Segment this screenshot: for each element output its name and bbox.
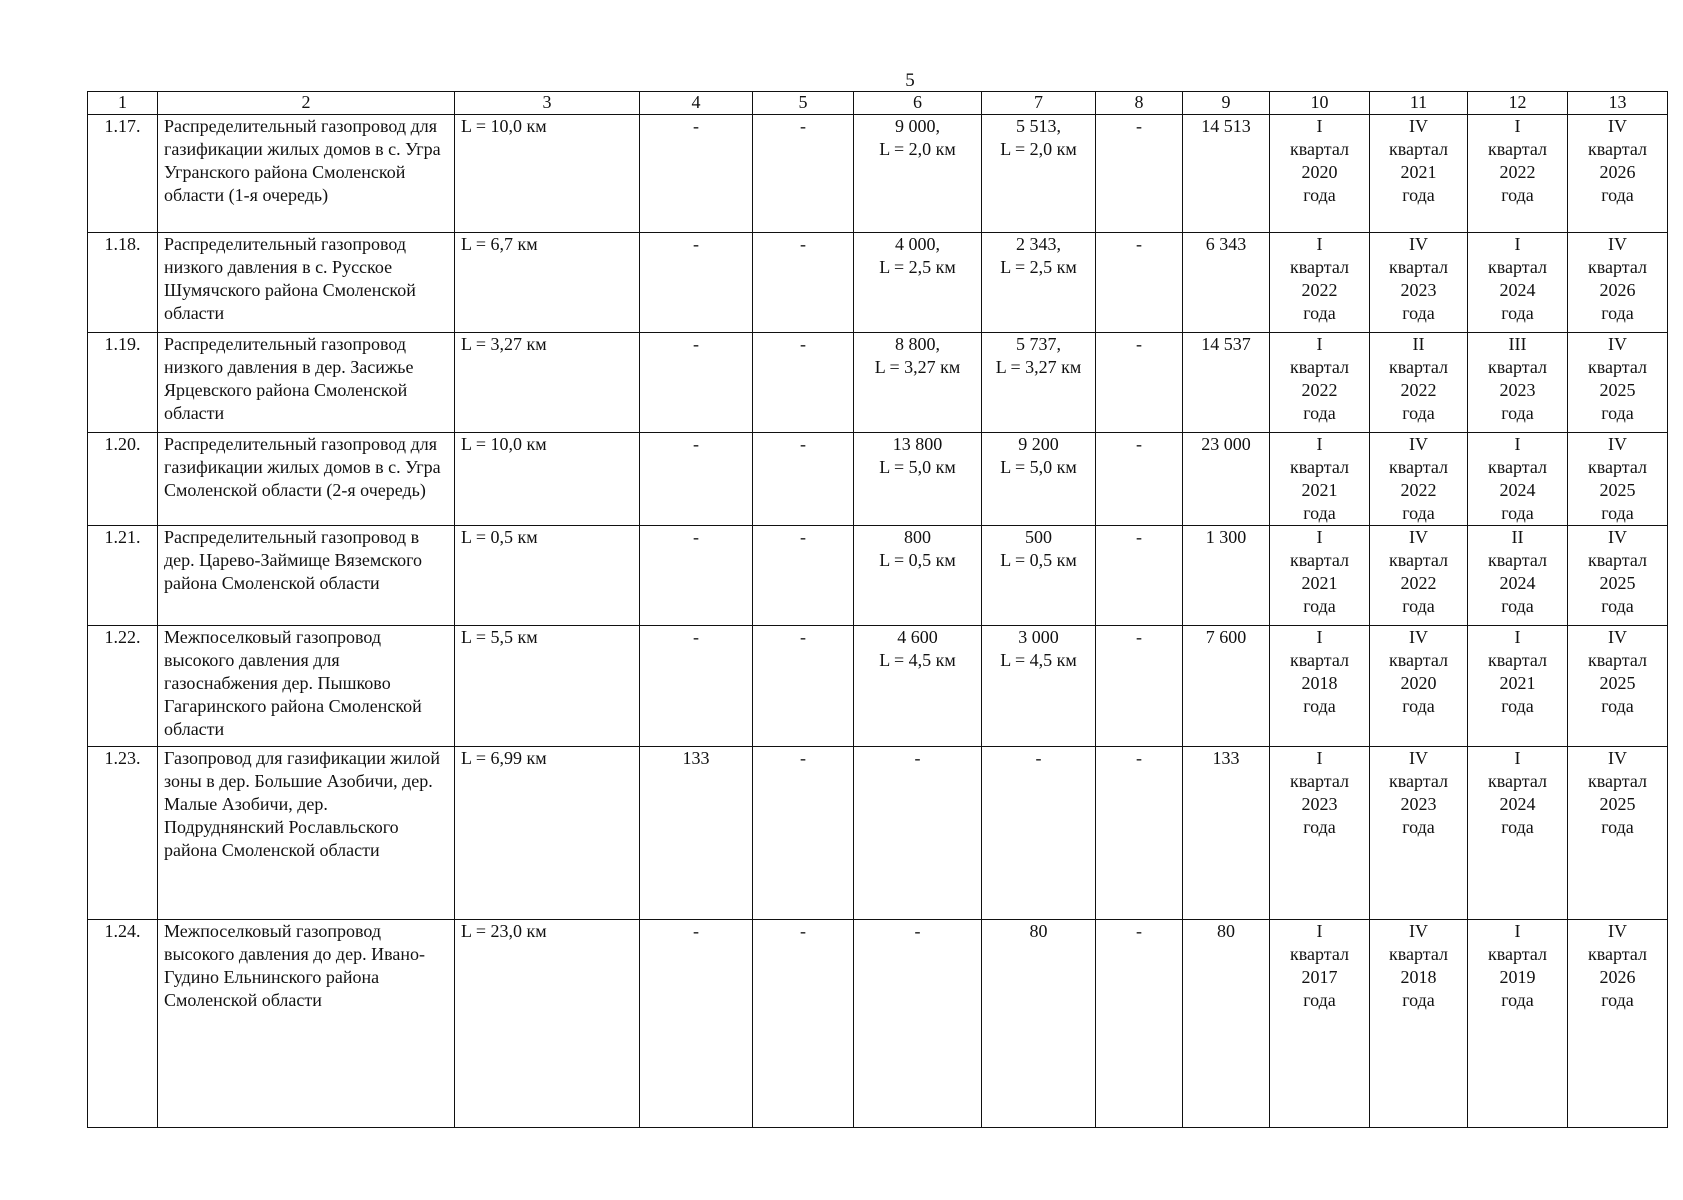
investment-table: [87, 91, 1668, 1128]
cell-col6: [854, 920, 982, 1128]
cell-col6: [854, 747, 982, 920]
quarter-q10: [1270, 626, 1370, 747]
quarter-q11: [1370, 333, 1468, 433]
cell-col6: [854, 233, 982, 333]
quarter-line: 2021: [1499, 673, 1536, 693]
quarter-line: года: [1501, 503, 1534, 523]
quarter-q10: [1270, 233, 1370, 333]
cell-col5: -: [753, 526, 854, 626]
cell-col8: -: [1096, 626, 1183, 747]
col6-value: -: [914, 748, 921, 768]
quarter-line: IV: [1608, 921, 1627, 941]
quarter-line: квартал: [1488, 771, 1547, 791]
quarter-line: года: [1601, 990, 1634, 1010]
col6-length: L = 5,0 км: [879, 457, 956, 477]
page-number: 5: [905, 70, 915, 91]
quarter-line: 2021: [1301, 573, 1338, 593]
quarter-q12: [1468, 747, 1568, 920]
quarter-line: 2019: [1499, 967, 1536, 987]
column-header: 9: [1183, 92, 1270, 115]
quarter-q11: [1370, 747, 1468, 920]
row-number: 1.24.: [88, 920, 158, 1128]
quarter-line: 2017: [1301, 967, 1338, 987]
cell-col5: -: [753, 920, 854, 1128]
quarter-line: 2025: [1599, 673, 1636, 693]
cell-col4: -: [640, 920, 753, 1128]
cell-col4: -: [640, 526, 753, 626]
col6-value: 13 800: [892, 434, 943, 454]
quarter-line: 2023: [1400, 794, 1437, 814]
cell-col6: [854, 115, 982, 233]
col6-length: L = 3,27 км: [874, 357, 961, 377]
quarter-q11: [1370, 920, 1468, 1128]
quarter-line: 2020: [1400, 673, 1437, 693]
cell-col7: [982, 115, 1096, 233]
cell-col5: -: [753, 626, 854, 747]
quarter-line: I: [1316, 527, 1323, 547]
column-header: 1: [88, 92, 158, 115]
col7-length: L = 3,27 км: [995, 357, 1082, 377]
quarter-q10: [1270, 526, 1370, 626]
quarter-line: 2025: [1599, 573, 1636, 593]
quarter-q11: [1370, 233, 1468, 333]
row-number: 1.20.: [88, 433, 158, 526]
column-header: 2: [158, 92, 455, 115]
col7-length: L = 2,5 км: [1000, 257, 1077, 277]
col7-length: L = 4,5 км: [1000, 650, 1077, 670]
quarter-q12: [1468, 433, 1568, 526]
quarter-line: 2022: [1400, 480, 1437, 500]
quarter-line: 2022: [1400, 573, 1437, 593]
quarter-q10: [1270, 115, 1370, 233]
pipeline-length: L = 10,0 км: [455, 115, 640, 233]
quarter-line: квартал: [1290, 457, 1349, 477]
col7-value: 9 200: [1018, 434, 1059, 454]
column-header: 6: [854, 92, 982, 115]
quarter-line: IV: [1409, 116, 1428, 136]
object-name: Распределительный газопровод для газификации жилых домов в с. Угра Смоленской области (2-я очередь): [158, 433, 455, 526]
quarter-line: 2026: [1599, 280, 1636, 300]
row-number: 1.19.: [88, 333, 158, 433]
row-number: 1.18.: [88, 233, 158, 333]
col6-value: 9 000,: [895, 116, 940, 136]
quarter-line: IV: [1608, 116, 1627, 136]
quarter-line: года: [1303, 403, 1336, 423]
quarter-line: года: [1402, 696, 1435, 716]
quarter-line: года: [1303, 696, 1336, 716]
quarter-line: 2024: [1499, 794, 1536, 814]
quarter-line: года: [1501, 990, 1534, 1010]
quarter-line: II: [1511, 527, 1524, 547]
col7-value: -: [1035, 748, 1042, 768]
column-header: 3: [455, 92, 640, 115]
cell-col9: 14 513: [1183, 115, 1270, 233]
quarter-line: I: [1316, 116, 1323, 136]
quarter-q13: [1568, 233, 1668, 333]
quarter-line: 2024: [1499, 280, 1536, 300]
cell-col8: -: [1096, 333, 1183, 433]
quarter-line: I: [1514, 748, 1521, 768]
quarter-line: I: [1514, 434, 1521, 454]
quarter-line: IV: [1409, 627, 1428, 647]
table-row: [88, 333, 1668, 433]
quarter-line: года: [1402, 596, 1435, 616]
quarter-line: квартал: [1389, 944, 1448, 964]
pipeline-length: L = 6,7 км: [455, 233, 640, 333]
quarter-line: 2025: [1599, 794, 1636, 814]
quarter-line: I: [1514, 627, 1521, 647]
object-name: Распределительный газопровод низкого давления в дер. Засижье Ярцевского района Смоленской области: [158, 333, 455, 433]
quarter-line: года: [1501, 403, 1534, 423]
cell-col7: [982, 920, 1096, 1128]
cell-col5: -: [753, 747, 854, 920]
quarter-line: квартал: [1290, 357, 1349, 377]
quarter-line: 2026: [1599, 162, 1636, 182]
row-number: 1.23.: [88, 747, 158, 920]
cell-col7: [982, 626, 1096, 747]
cell-col5: -: [753, 333, 854, 433]
table-row: [88, 526, 1668, 626]
quarter-line: I: [1316, 234, 1323, 254]
pipeline-length: L = 5,5 км: [455, 626, 640, 747]
quarter-line: IV: [1409, 527, 1428, 547]
quarter-line: квартал: [1488, 139, 1547, 159]
quarter-line: года: [1601, 503, 1634, 523]
cell-col7: [982, 526, 1096, 626]
quarter-line: квартал: [1588, 771, 1647, 791]
quarter-line: квартал: [1290, 139, 1349, 159]
col6-length: L = 0,5 км: [879, 550, 956, 570]
quarter-line: года: [1402, 403, 1435, 423]
cell-col8: -: [1096, 233, 1183, 333]
col7-value: 80: [1029, 921, 1048, 941]
col7-value: 5 513,: [1016, 116, 1061, 136]
quarter-q10: [1270, 333, 1370, 433]
quarter-line: квартал: [1488, 650, 1547, 670]
quarter-line: квартал: [1488, 457, 1547, 477]
cell-col5: -: [753, 433, 854, 526]
cell-col8: -: [1096, 920, 1183, 1128]
quarter-q13: [1568, 747, 1668, 920]
cell-col9: 80: [1183, 920, 1270, 1128]
quarter-line: квартал: [1588, 357, 1647, 377]
quarter-line: года: [1402, 303, 1435, 323]
quarter-line: 2021: [1301, 480, 1338, 500]
col6-length: L = 2,0 км: [879, 139, 956, 159]
quarter-line: квартал: [1389, 550, 1448, 570]
pipeline-length: L = 10,0 км: [455, 433, 640, 526]
col7-length: L = 5,0 км: [1000, 457, 1077, 477]
quarter-line: квартал: [1290, 550, 1349, 570]
cell-col7: [982, 233, 1096, 333]
quarter-line: IV: [1608, 234, 1627, 254]
col7-value: 3 000: [1018, 627, 1059, 647]
table-row: [88, 115, 1668, 233]
column-header: 12: [1468, 92, 1568, 115]
col7-value: 2 343,: [1016, 234, 1061, 254]
col6-value: 800: [904, 527, 931, 547]
quarter-q12: [1468, 333, 1568, 433]
quarter-q10: [1270, 747, 1370, 920]
quarter-line: года: [1402, 990, 1435, 1010]
quarter-line: IV: [1409, 434, 1428, 454]
quarter-line: 2023: [1499, 380, 1536, 400]
quarter-q10: [1270, 920, 1370, 1128]
table-row: [88, 626, 1668, 747]
col6-value: 8 800,: [895, 334, 940, 354]
table-row: [88, 920, 1668, 1128]
pipeline-length: L = 6,99 км: [455, 747, 640, 920]
col7-length: L = 2,0 км: [1000, 139, 1077, 159]
quarter-line: квартал: [1588, 257, 1647, 277]
quarter-line: года: [1601, 403, 1634, 423]
column-header: 10: [1270, 92, 1370, 115]
quarter-line: I: [1316, 627, 1323, 647]
quarter-line: I: [1316, 921, 1323, 941]
quarter-line: квартал: [1290, 257, 1349, 277]
cell-col4: -: [640, 115, 753, 233]
quarter-line: 2026: [1599, 967, 1636, 987]
quarter-line: 2022: [1400, 380, 1437, 400]
column-header: 8: [1096, 92, 1183, 115]
quarter-line: года: [1501, 596, 1534, 616]
quarter-line: квартал: [1588, 944, 1647, 964]
cell-col5: -: [753, 233, 854, 333]
col6-value: -: [914, 921, 921, 941]
quarter-line: года: [1501, 185, 1534, 205]
quarter-line: квартал: [1290, 944, 1349, 964]
cell-col9: 133: [1183, 747, 1270, 920]
cell-col8: -: [1096, 433, 1183, 526]
quarter-line: квартал: [1389, 257, 1448, 277]
quarter-line: квартал: [1389, 771, 1448, 791]
table-row: [88, 747, 1668, 920]
cell-col9: 7 600: [1183, 626, 1270, 747]
col6-value: 4 000,: [895, 234, 940, 254]
quarter-line: года: [1601, 696, 1634, 716]
quarter-line: 2018: [1400, 967, 1437, 987]
quarter-line: II: [1412, 334, 1425, 354]
col7-value: 500: [1025, 527, 1052, 547]
quarter-line: IV: [1409, 748, 1428, 768]
quarter-line: квартал: [1389, 457, 1448, 477]
cell-col6: [854, 433, 982, 526]
cell-col6: [854, 526, 982, 626]
quarter-line: года: [1402, 817, 1435, 837]
quarter-line: квартал: [1488, 257, 1547, 277]
cell-col4: -: [640, 233, 753, 333]
cell-col9: 1 300: [1183, 526, 1270, 626]
object-name: Распределительный газопровод в дер. Царево-Займище Вяземского района Смоленской области: [158, 526, 455, 626]
quarter-q10: [1270, 433, 1370, 526]
quarter-line: 2021: [1400, 162, 1437, 182]
cell-col4: -: [640, 433, 753, 526]
quarter-line: IV: [1608, 527, 1627, 547]
quarter-line: года: [1501, 696, 1534, 716]
quarter-line: квартал: [1588, 139, 1647, 159]
quarter-line: IV: [1608, 627, 1627, 647]
quarter-line: 2022: [1301, 280, 1338, 300]
row-number: 1.22.: [88, 626, 158, 747]
quarter-line: 2024: [1499, 480, 1536, 500]
quarter-line: квартал: [1588, 550, 1647, 570]
cell-col8: -: [1096, 526, 1183, 626]
quarter-q11: [1370, 433, 1468, 526]
quarter-q12: [1468, 233, 1568, 333]
object-name: Распределительный газопровод низкого давления в с. Русское Шумячского района Смоленской области: [158, 233, 455, 333]
quarter-line: года: [1303, 303, 1336, 323]
quarter-line: квартал: [1290, 771, 1349, 791]
quarter-line: I: [1514, 234, 1521, 254]
col7-length: L = 0,5 км: [1000, 550, 1077, 570]
cell-col5: -: [753, 115, 854, 233]
cell-col7: [982, 333, 1096, 433]
cell-col7: [982, 433, 1096, 526]
quarter-line: года: [1303, 817, 1336, 837]
quarter-q12: [1468, 626, 1568, 747]
quarter-line: 2023: [1301, 794, 1338, 814]
pipeline-length: L = 3,27 км: [455, 333, 640, 433]
quarter-line: квартал: [1290, 650, 1349, 670]
cell-col9: 14 537: [1183, 333, 1270, 433]
quarter-line: года: [1601, 185, 1634, 205]
quarter-line: квартал: [1389, 139, 1448, 159]
quarter-q13: [1568, 626, 1668, 747]
quarter-q12: [1468, 920, 1568, 1128]
quarter-line: IV: [1409, 234, 1428, 254]
quarter-line: IV: [1409, 921, 1428, 941]
quarter-line: квартал: [1588, 650, 1647, 670]
quarter-q13: [1568, 115, 1668, 233]
quarter-line: квартал: [1389, 650, 1448, 670]
col6-value: 4 600: [897, 627, 938, 647]
quarter-line: года: [1402, 185, 1435, 205]
quarter-line: 2022: [1499, 162, 1536, 182]
quarter-line: года: [1601, 303, 1634, 323]
cell-col8: -: [1096, 747, 1183, 920]
quarter-q13: [1568, 526, 1668, 626]
column-header: 7: [982, 92, 1096, 115]
quarter-q13: [1568, 433, 1668, 526]
pipeline-length: L = 0,5 км: [455, 526, 640, 626]
quarter-line: 2023: [1400, 280, 1437, 300]
cell-col8: -: [1096, 115, 1183, 233]
quarter-line: I: [1316, 334, 1323, 354]
quarter-q13: [1568, 333, 1668, 433]
object-name: Межпоселковый газопровод высокого давления для газоснабжения дер. Пышково Гагаринского района Смоленской области: [158, 626, 455, 747]
table-row: [88, 233, 1668, 333]
object-name: Распределительный газопровод для газификации жилых домов в с. Угра Угранского района Смоленской области (1-я очередь): [158, 115, 455, 233]
cell-col6: [854, 626, 982, 747]
quarter-line: IV: [1608, 748, 1627, 768]
cell-col4: 133: [640, 747, 753, 920]
quarter-line: IV: [1608, 334, 1627, 354]
row-number: 1.21.: [88, 526, 158, 626]
table-row: [88, 433, 1668, 526]
quarter-line: года: [1303, 185, 1336, 205]
col6-length: L = 2,5 км: [879, 257, 956, 277]
pipeline-length: L = 23,0 км: [455, 920, 640, 1128]
column-header: 4: [640, 92, 753, 115]
quarter-line: I: [1316, 748, 1323, 768]
quarter-q11: [1370, 526, 1468, 626]
quarter-line: III: [1508, 334, 1527, 354]
quarter-line: I: [1514, 921, 1521, 941]
quarter-line: 2024: [1499, 573, 1536, 593]
quarter-line: года: [1402, 503, 1435, 523]
quarter-q11: [1370, 115, 1468, 233]
col6-length: L = 4,5 км: [879, 650, 956, 670]
quarter-line: года: [1501, 303, 1534, 323]
quarter-line: года: [1303, 990, 1336, 1010]
object-name: Межпоселковый газопровод высокого давления до дер. Ивано-Гудино Ельнинского района Смоленской области: [158, 920, 455, 1128]
quarter-line: года: [1303, 503, 1336, 523]
quarter-line: квартал: [1488, 944, 1547, 964]
quarter-line: квартал: [1488, 357, 1547, 377]
quarter-line: года: [1501, 817, 1534, 837]
cell-col9: 23 000: [1183, 433, 1270, 526]
quarter-q12: [1468, 526, 1568, 626]
column-header: 11: [1370, 92, 1468, 115]
cell-col6: [854, 333, 982, 433]
quarter-line: 2022: [1301, 380, 1338, 400]
quarter-line: квартал: [1389, 357, 1448, 377]
quarter-line: 2020: [1301, 162, 1338, 182]
quarter-line: IV: [1608, 434, 1627, 454]
object-name: Газопровод для газификации жилой зоны в дер. Большие Азобичи, дер. Малые Азобичи, дер. Подруднянский Рославльского района Смоленской области: [158, 747, 455, 920]
quarter-line: года: [1303, 596, 1336, 616]
quarter-line: 2018: [1301, 673, 1338, 693]
cell-col4: -: [640, 626, 753, 747]
quarter-line: 2025: [1599, 380, 1636, 400]
col7-value: 5 737,: [1016, 334, 1061, 354]
quarter-line: I: [1514, 116, 1521, 136]
cell-col4: -: [640, 333, 753, 433]
column-header: 13: [1568, 92, 1668, 115]
quarter-q11: [1370, 626, 1468, 747]
column-header: 5: [753, 92, 854, 115]
quarter-line: квартал: [1588, 457, 1647, 477]
quarter-q13: [1568, 920, 1668, 1128]
quarter-line: I: [1316, 434, 1323, 454]
quarter-line: года: [1601, 596, 1634, 616]
cell-col9: 6 343: [1183, 233, 1270, 333]
row-number: 1.17.: [88, 115, 158, 233]
quarter-line: 2025: [1599, 480, 1636, 500]
quarter-line: года: [1601, 817, 1634, 837]
column-number-row: [88, 92, 1668, 115]
quarter-line: квартал: [1488, 550, 1547, 570]
cell-col7: [982, 747, 1096, 920]
quarter-q12: [1468, 115, 1568, 233]
